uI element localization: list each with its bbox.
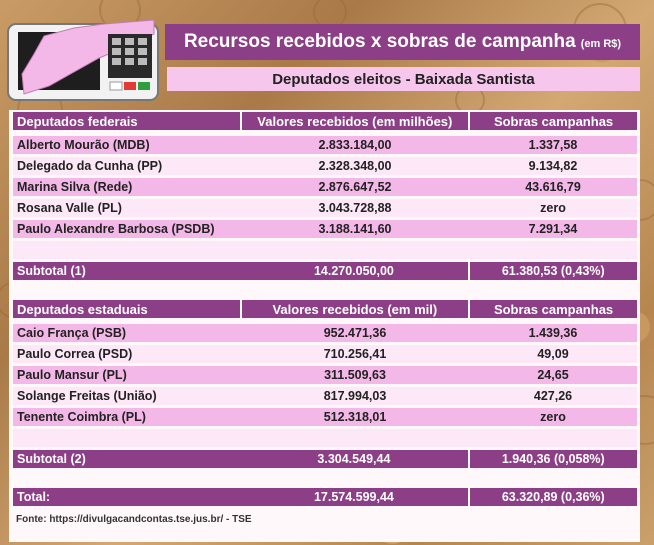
row-received: 512.318,01: [323, 410, 387, 424]
empty-row: [13, 429, 637, 447]
row-leftover: zero: [540, 201, 566, 215]
row-received: 3.188.141,60: [318, 222, 392, 236]
table-row: [13, 157, 637, 175]
empty-row: [13, 241, 637, 259]
total-received: 17.574.599,44: [313, 490, 394, 504]
table-row: [13, 199, 637, 217]
title-banner: [165, 24, 640, 60]
source-footer: Fonte: https://divulgacandcontas.tse.jus.br/ - TSE: [16, 514, 252, 525]
row-name: Paulo Mansur (PL): [17, 368, 127, 382]
unit-label: (em R$): [580, 38, 622, 50]
row-name: Caio França (PSB): [17, 326, 127, 340]
row-name: Rosana Valle (PL): [17, 201, 122, 215]
row-name: Solange Freitas (União): [17, 389, 157, 403]
row-name: Delegado da Cunha (PP): [17, 159, 163, 173]
row-name: Paulo Correa (PSD): [17, 347, 133, 361]
estadual-header-name: Deputados estaduais: [17, 301, 148, 317]
row-leftover: 7.291,34: [528, 222, 578, 236]
row-leftover: 49,09: [537, 347, 569, 361]
table-row: [13, 136, 637, 154]
row-name: Paulo Alexandre Barbosa (PSDB): [17, 222, 215, 236]
page-subtitle: Deputados eleitos - Baixada Santista: [167, 67, 640, 91]
table-row: [13, 408, 637, 426]
subtotal-received: 14.270.050,00: [313, 264, 394, 278]
row-received: 3.043.728,88: [318, 201, 392, 215]
subtotal-leftover: 1.940,36 (0,058%): [468, 450, 637, 468]
federal-header-name: Deputados federais: [17, 113, 138, 129]
table-row: [13, 220, 637, 238]
table-row: [13, 324, 637, 342]
subtotal-leftover: 61.380,53 (0,43%): [468, 262, 637, 280]
row-leftover: 9.134,82: [528, 159, 578, 173]
row-received: 817.994,03: [323, 389, 387, 403]
row-leftover: 427,26: [533, 389, 573, 403]
estadual-header-leftovers: Sobras campanhas: [468, 300, 637, 318]
table-row: [13, 345, 637, 363]
table-row: [13, 366, 637, 384]
row-received: 710.256,41: [323, 347, 387, 361]
federal-header-leftovers: Sobras campanhas: [468, 112, 637, 130]
estadual-header-values: Valores recebidos (em mil): [240, 300, 469, 318]
row-name: Tenente Coimbra (PL): [17, 410, 146, 424]
row-received: 311.509,63: [324, 368, 386, 382]
estadual-header-row: [13, 300, 637, 318]
row-leftover: 1.439,36: [528, 326, 578, 340]
total-leftover: 63.320,89 (0,36%): [468, 488, 637, 506]
estadual-subtotal-row: [13, 450, 637, 468]
row-received: 2.876.647,52: [318, 180, 392, 194]
total-row: [13, 488, 637, 506]
row-received: 2.833.184,00: [318, 138, 392, 152]
table-row: [13, 387, 637, 405]
voting-machine-illustration: [4, 14, 164, 104]
row-name: Alberto Mourão (MDB): [17, 138, 150, 152]
total-label: Total:: [17, 490, 51, 504]
federal-header-values: Valores recebidos (em milhões): [240, 112, 469, 130]
table-row: [13, 178, 637, 196]
row-name: Marina Silva (Rede): [17, 180, 133, 194]
subtotal-label: Subtotal (2): [17, 452, 86, 466]
row-leftover: 1.337,58: [528, 138, 578, 152]
page-title: Recursos recebidos x sobras de campanha: [183, 31, 576, 52]
row-leftover: 43.616,79: [525, 180, 581, 194]
row-leftover: 24,65: [537, 368, 569, 382]
federal-header-row: [13, 112, 637, 130]
subtotal-received: 3.304.549,44: [317, 452, 391, 466]
row-leftover: zero: [540, 410, 566, 424]
row-received: 952.471,36: [323, 326, 387, 340]
federal-subtotal-row: [13, 262, 637, 280]
row-received: 2.328.348,00: [318, 159, 392, 173]
subtotal-label: Subtotal (1): [17, 264, 86, 278]
